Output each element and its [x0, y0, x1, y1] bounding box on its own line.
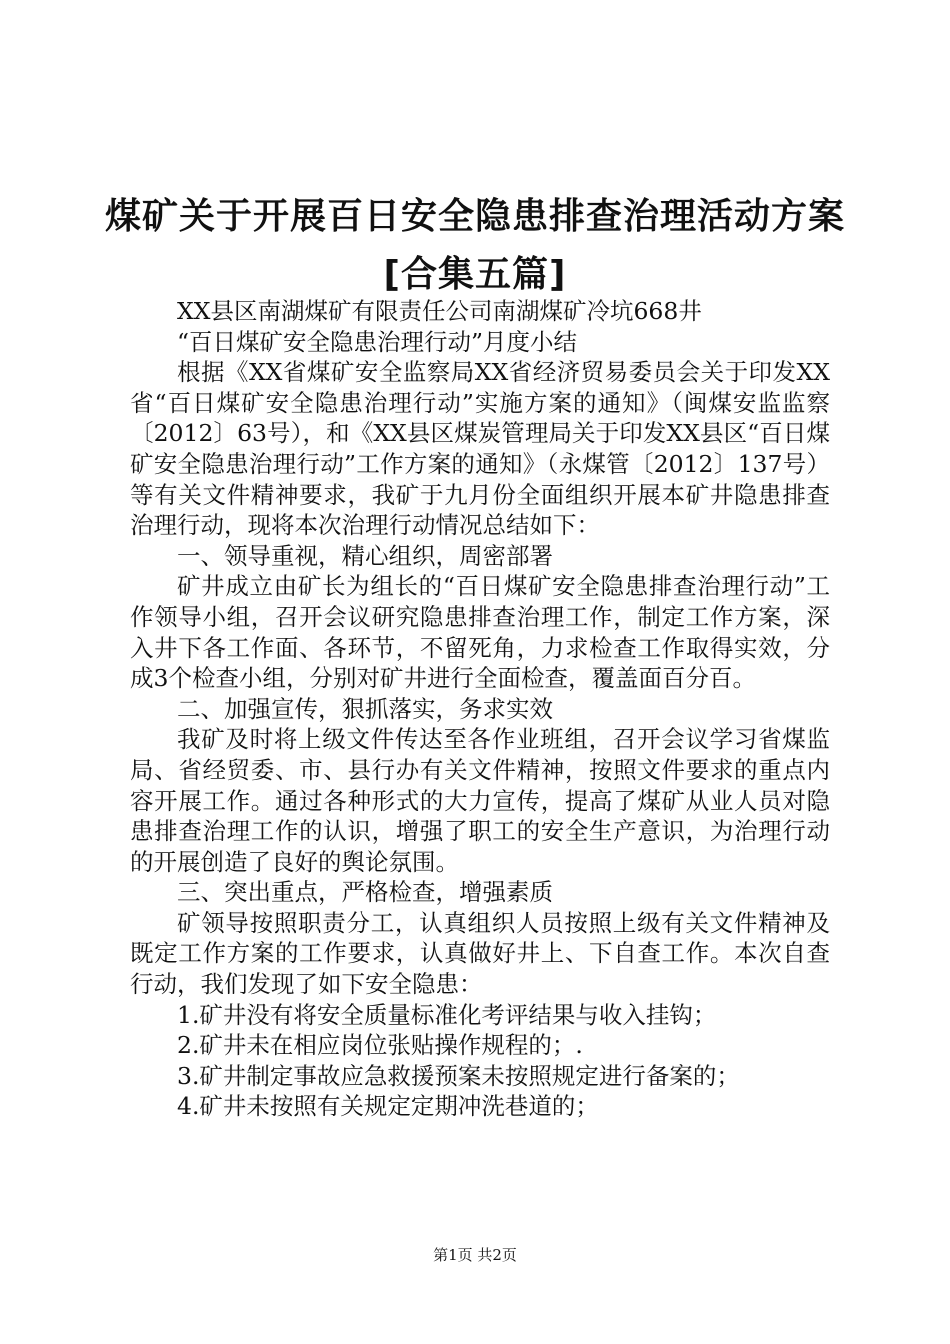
document-title: 煤矿关于开展百日安全隐患排查治理活动方案 [104, 196, 845, 237]
list-item-4: 4.矿井未按照有关规定定期冲洗巷道的； [177, 1092, 599, 1121]
list-item-3: 3.矿井制定事故应急救援预案未按照规定进行备案的； [177, 1061, 740, 1090]
paragraph-mine-name: XX县区南湖煤矿有限责任公司南湖煤矿冷坑668井 [177, 297, 702, 325]
page-footer: 第1页 共2页 [433, 1246, 517, 1264]
paragraph-section-1: 矿井成立由矿长为组长的“百日煤矿安全隐患排查治理行动”工作领导小组，召开会议研究隐患排查治理工作，制定工作方案，深入井下各工作面、各环节，不留死角，力求检查工作取得实效，分成3个检查小组，分别对矿井进行全面检查，覆盖面百分百。 [130, 572, 830, 693]
list-item-1: 1.矿井没有将安全质量标准化考评结果与收入挂钩； [177, 1000, 717, 1029]
section-heading-2: 二、加强宣传，狠抓落实，务求实效 [177, 694, 553, 723]
list-item-2: 2.矿井未在相应岗位张贴操作规程的；. [177, 1031, 583, 1060]
section-heading-3: 三、突出重点，严格检查，增强素质 [177, 878, 553, 907]
paragraph-intro: 根据《XX省煤矿安全监察局XX省经济贸易委员会关于印发XX省“百日煤矿安全隐患治理行动”实施方案的通知》（闽煤安监监察〔2012〕63号），和《XX县区煤炭管理局关于印发XX县区“百日煤矿安全隐患治理行动”工作方案的通知》（永煤管〔2012〕137号）等有关文件精神要求，我矿于九月份全面组织开展本矿井隐患排查治理行动，现将本次治理行动情况总结如下： [130, 358, 830, 540]
document-body [130, 296, 830, 1122]
section-heading-1: 一、领导重视，精心组织，周密部署 [177, 541, 553, 570]
document-subtitle: [合集五篇] [383, 254, 567, 295]
paragraph-report-title: “百日煤矿安全隐患治理行动”月度小结 [177, 327, 578, 356]
paragraph-section-3: 矿领导按照职责分工，认真组织人员按照上级有关文件精神及既定工作方案的工作要求，认真做好井上、下自查工作。本次自查行动，我们发现了如下安全隐患： [130, 908, 830, 999]
paragraph-section-2: 我矿及时将上级文件传达至各作业班组，召开会议学习省煤监局、省经贸委、市、县行办有关文件精神，按照文件要求的重点内容开展工作。通过各种形式的大力宣传，提高了煤矿从业人员对隐患排查治理工作的认识，增强了职工的安全生产意识，为治理行动的开展创造了良好的舆论氛围。 [130, 725, 830, 876]
